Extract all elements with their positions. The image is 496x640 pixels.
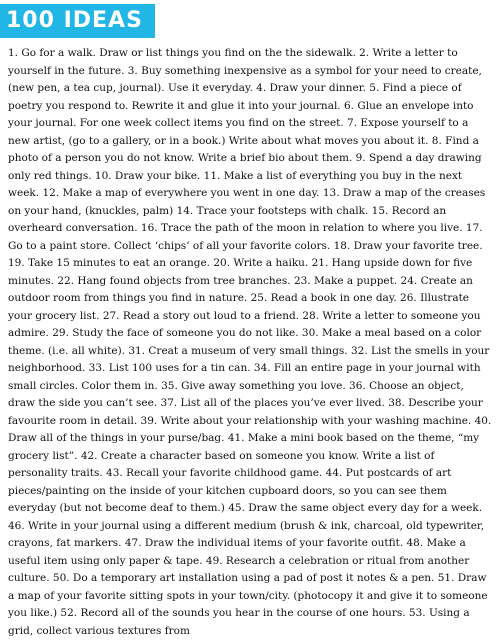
page-title: 100 IDEAS (0, 4, 155, 38)
ideas-list-text: 1. Go for a walk. Draw or list things you find on the the sidewalk. 2. Write a letter to yourself in the future. 3. Buy something inexpensive as a symbol for your need to create, (new pen, a tea cup, journal). Use it everyday. 4. Draw your dinner. 5. Find a piece of poetry you respond to. Rewrite it and glue it into your journal. 6. Glue an envelope into your journal. For one week collect items you find on the street. 7. Expose yourself to a new artist, (go to a gallery, or in a book.) Write about what moves you about it. 8. Find a photo of a person you do not know. Write a brief bio about them. 9. Spend a day drawing only red things. 10. Draw your bike. 11. Make a list of everything you buy in the next week. 12. Make a map of everywhere you went in one day. 13. Draw a map of the creases on your hand, (knuckles, palm) 14. Trace your footsteps with chalk. 15. Record an overheard conversation. 16. Trace the path of the moon in relation to where you live. 17. Go to a paint store. Collect ‘chips’ of all your favorite colors. 18. Draw your favorite tree. 19. Take 15 minutes to eat an orange. 20. Write a haiku. 21. Hang upside down for five minutes. 22. Hang found objects from tree branches. 23. Make a puppet. 24. Create an outdoor room from things you find in nature. 25. Read a book in one day. 26. Illustrate your grocery list. 27. Read a story out loud to a friend. 28. Write a letter to someone you admire. 29. Study the face of someone you do not like. 30. Make a meal based on a color theme. (i.e. all white). 31. Creat a museum of very small things. 32. List the smells in your neighborhood. 33. List 100 uses for a tin can. 34. Fill an entire page in your journal with small circles. Color them in. 35. Give away something you love. 36. Choose an object, draw the side you can’t see. 37. List all of the places you’ve ever lived. 38. Describe your favourite room in detail. 39. Write about your relationship with your washing machine. 40. Draw all of the things in your purse/bag. 41. Make a mini book based on the theme, “my grocery list”. 42. Create a character based on someone you know. Write a list of personality traits. 43. Recall your favorite childhood game. 44. Put postcards of art pieces/painting on the inside of your kitchen cupboard doors, so you can see them everyday (but not become deaf to them.) 45. Draw the same object every day for a week. 46. Write in your journal using a different medium (brush & ink, charcoal, old typewriter, crayons, fat markers. 47. Draw the individual items of your favorite outfit. 48. Make a useful item using only paper & tape. 49. Research a celebration or ritual from another culture. 50. Do a temporary art installation using a pad of post it notes & a pen. 51. Draw a map of your favorite sitting spots in your town/city. (photocopy it and give it to someone you like.) 52. Record all of the sounds you hear in the course of one hours. 53. Using a grid, collect various textures from (8, 47, 492, 637)
